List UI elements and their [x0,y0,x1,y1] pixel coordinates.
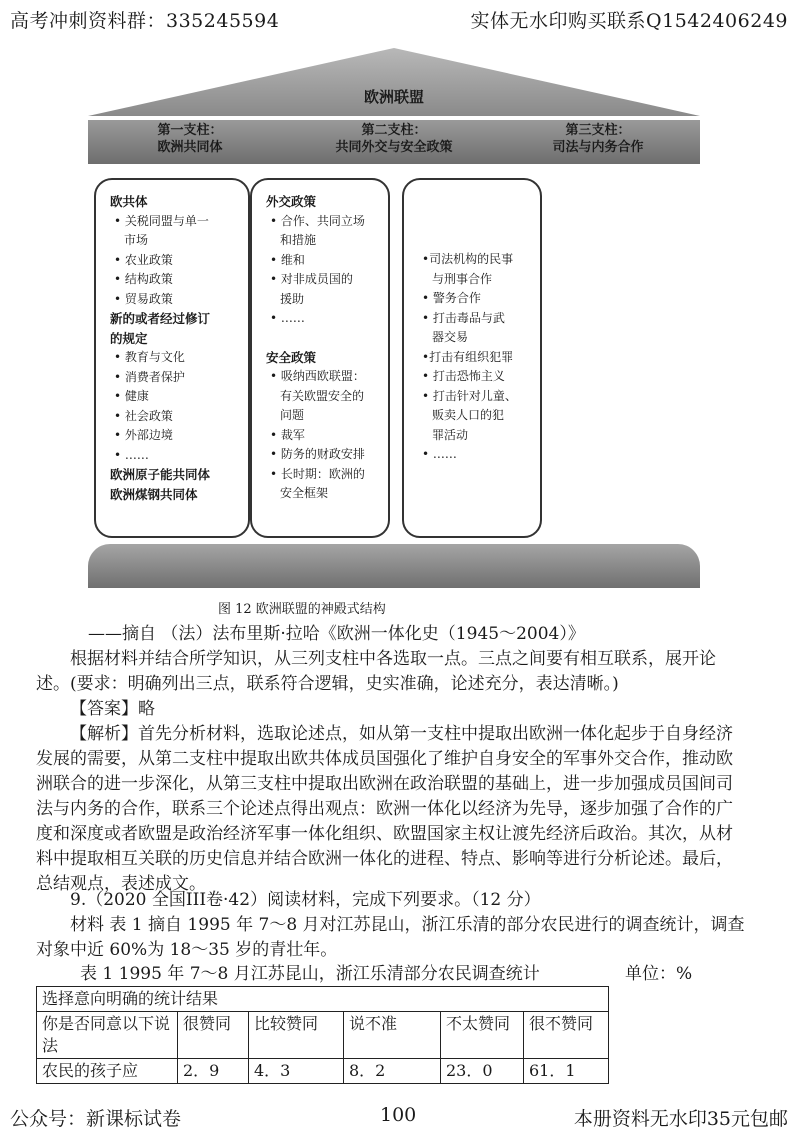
table-header-cell: 不太赞同 [441,1012,524,1059]
survey-table [36,986,609,1084]
question-9-title: 9.（2020 全国III卷·42）阅读材料，完成下列要求。（12 分） [70,890,541,910]
pillar-label-1: 第一支柱： 欧洲共同体 [157,123,223,155]
table-cell: 8．2 [344,1059,441,1084]
answer-text: 【答案】略 [70,699,155,719]
table-header-cell: 你是否同意以下说法 [37,1012,178,1059]
table-cell: 2．9 [178,1059,249,1084]
question-text: 根据材料并结合所学知识，从三列支柱中各选取一点。三点之间要有相互联系，展开论 述。(要求：明确列出三点，联系符合逻辑，史实准确，论述充分，表达清晰。) [36,649,716,694]
pillar-column-3: •司法机构的民事 与刑事合作 • 警务合作 • 打击毒品与武 器交易 •打击有组织犯罪 • 打击恐怖主义 • 打击针对儿童、 贩卖人口的犯 罪活动 • …… [402,178,542,538]
page-number: 100 [380,1104,417,1126]
analysis-text: 【解析】首先分析材料，选取论述点，如从第一支柱中提取出欧洲一体化起步于自身经济发展的需要，从第二支柱中提取出欧共体成员国强化了维护自身安全的军事外交合作，推动欧洲联合的进一步深化，从第三支柱中提取出欧洲在政治联盟的基础上，进一步加强成员国间司法与内务的合作，联系三个论述点得出观点：欧洲一体化以经济为先导，逐步加强了合作的广度和深度或者欧盟是政治经济军事一体化组织、欧盟国家主权让渡先经济后政治。其次，从材料中提取相互关联的历史信息并结合欧洲一体化的进程、特点、影响等进行分析论述。最后，总结观点，表述成文。 [36,724,733,894]
table-unit: 单位：% [625,964,693,984]
pillar-column-1: 欧共体 • 关税同盟与单一 市场 • 农业政策 • 结构政策 • 贸易政策 新的或者经过修订 的规定 • 教育与文化 • 消费者保护 • 健康 • 社会政策 • 外部边境 • …… 欧洲原子能共同体 欧洲煤钢共同体 [94,178,250,538]
table-cell: 4．3 [249,1059,344,1084]
pillar-column-2: 外交政策 • 合作、共同立场 和措施 • 维和 • 对非成员国的 援助 • …… 安全政策 • 吸纳西欧联盟： 有关欧盟安全的 问题 • 裁军 • 防务的财政安排 • 长时期：欧洲的 安全框架 [250,178,390,538]
table-header-cell: 比较赞同 [249,1012,344,1059]
footer-right: 本册资料无水印35元包邮 [573,1108,788,1130]
table-header-cell: 很赞同 [178,1012,249,1059]
table-header-cell: 很不赞同 [524,1012,609,1059]
table-cell: 23．0 [441,1059,524,1084]
table-title: 表 1 1995 年 7～8 月江苏昆山，浙江乐清部分农民调查统计 [80,964,540,984]
eu-temple-figure [88,48,700,593]
pillar-label-2: 第二支柱： 共同外交与安全政策 [335,123,453,155]
table-caption-row: 选择意向明确的统计结果 [37,987,609,1012]
source-citation: ——摘自 （法）法布里斯·拉哈《欧洲一体化史（1945～2004）》 [88,624,585,644]
temple-roof [88,48,700,118]
pillar-label-3: 第三支柱： 司法与内务合作 [552,123,644,155]
table-cell: 农民的孩子应 [37,1059,178,1084]
table-cell: 61．1 [524,1059,609,1084]
header-left: 高考冲刺资料群：335245594 [10,10,280,32]
footer-left: 公众号：新课标试卷 [10,1108,182,1130]
temple-base [88,544,700,588]
header-right: 实体无水印购买联系Q1542406249 [470,10,788,32]
figure-caption: 图 12 欧洲联盟的神殿式结构 [218,602,386,617]
table-header-cell: 说不准 [344,1012,441,1059]
roof-title: 欧洲联盟 [363,88,424,106]
material-text: 材料 表 1 摘自 1995 年 7～8 月对江苏昆山，浙江乐清的部分农民进行的调查统计，调查对象中近 60%为 18～35 岁的青壮年。 [36,915,745,960]
